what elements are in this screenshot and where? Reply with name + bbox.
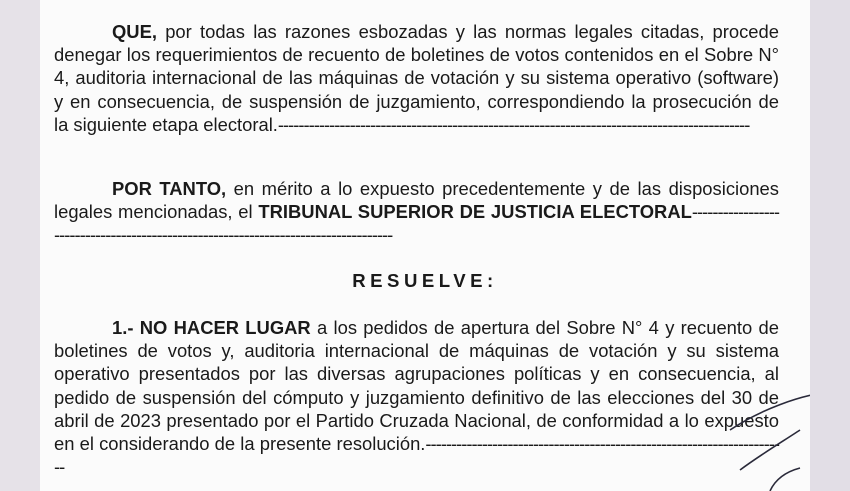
document-page — [40, 0, 810, 491]
dash-fill: ----------------------------------------------------------------------------------- — [54, 201, 779, 246]
handwritten-signature-strokes — [40, 0, 810, 491]
resuelve-heading: RESUELVE: — [352, 270, 498, 291]
paragraph-que-text: por todas las razones esbozadas y las normas legales citadas, procede denegar los requerimientos de recuento de boletines de votos contenidos en el Sobre N° 4, auditoria internacional de las máquinas de votación y su sistema operativo (software) y en consecuencia, de suspensión de juzgamiento, correspondiendo la prosecución de la siguiente etapa electoral. — [54, 21, 779, 135]
lead-que: QUE, — [112, 21, 157, 42]
tribunal-name: TRIBUNAL SUPERIOR DE JUSTICIA ELECTORAL — [258, 201, 692, 223]
page-left-edge — [0, 0, 40, 491]
paragraph-resolution-1-text: a los pedidos de apertura del Sobre N° 4 y recuento de boletines de votos y, auditoria internacional de máquinas de votación y su sistema operativo presentados por las diversas agrupaciones políticas y en consecuencia, al pedido de suspensión del cómputo y juzgamiento definitivo de las elecciones del 30 de abril de 2023 presentado por el Partido Cruzada Nacional, de conformidad a lo expuesto en el considerando de la presente resolución. — [54, 317, 779, 455]
page-right-edge — [810, 0, 850, 491]
paragraph-por-tanto-text: en mérito a lo expuesto precedentemente y de las disposiciones legales mencionadas, el — [54, 178, 779, 223]
lead-por-tanto: POR TANTO, — [112, 178, 227, 199]
dash-fill: -------------------------------------------------------------------------------------------- — [277, 113, 750, 135]
dash-fill: ----------------------------------------------------------------------- — [54, 433, 779, 478]
lead-no-hacer-lugar: 1.- NO HACER LUGAR — [112, 317, 311, 338]
